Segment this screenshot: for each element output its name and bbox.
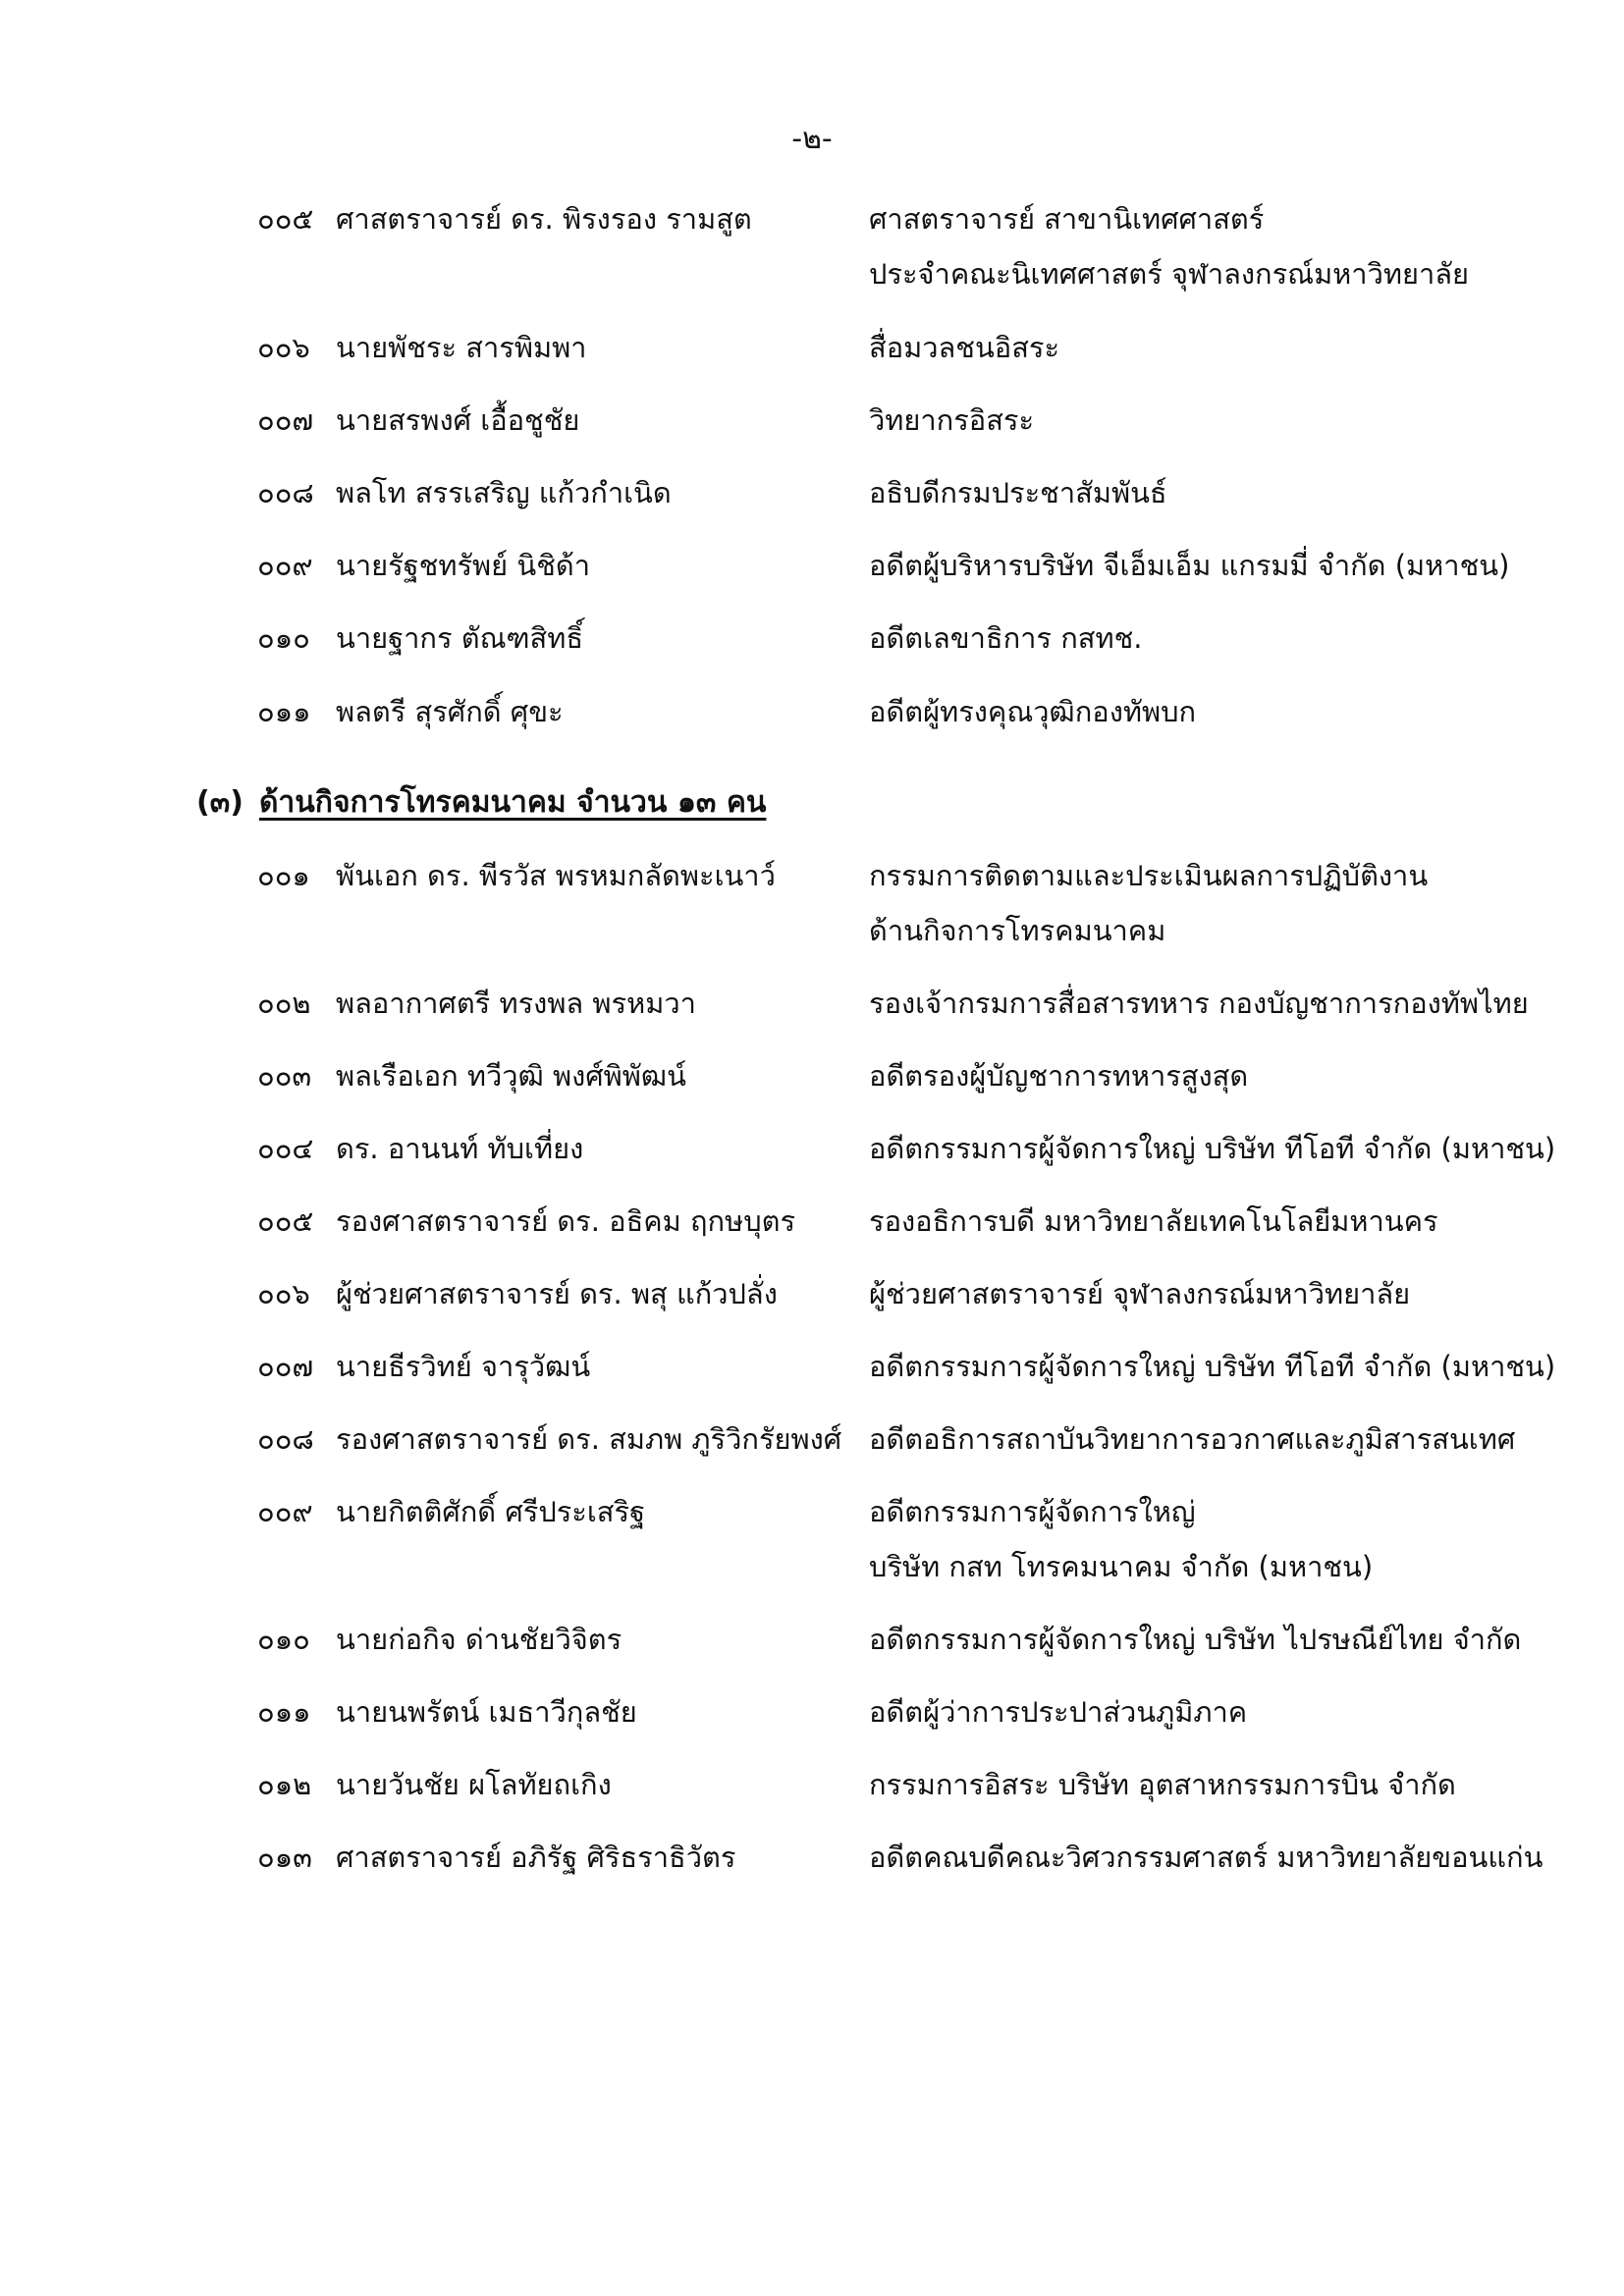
item-number: ๐๐๗ <box>257 1350 314 1383</box>
member-name: พลเรือเอก ทวีวุฒิ พงศ์พิพัฒน์ <box>336 1059 686 1093</box>
item-number: ๐๑๒ <box>257 1768 312 1801</box>
member-name: ศาสตราจารย์ ดร. พิรงรอง รามสูต <box>336 202 752 236</box>
member-position: อดีตอธิการสถาบันวิทยาการอวกาศและภูมิสารสนเทศ <box>869 1422 1516 1456</box>
item-number: ๐๐๖ <box>257 1277 310 1310</box>
item-number: ๐๐๕ <box>257 202 314 236</box>
item-number: ๐๐๓ <box>257 1059 312 1093</box>
item-number: ๐๐๙ <box>257 1495 313 1528</box>
member-name: ดร. อานนท์ ทับเที่ยง <box>336 1132 584 1165</box>
member-position: กรรมการติดตามและประเมินผลการปฏิบัติงาน <box>869 859 1429 892</box>
item-number: ๐๐๗ <box>257 403 314 437</box>
member-position: ผู้ช่วยศาสตราจารย์ จุฬาลงกรณ์มหาวิทยาลัย <box>869 1277 1411 1310</box>
member-name: นายฐากร ตัณฑสิทธิ์ <box>336 621 584 655</box>
member-position: อดีตรองผู้บัญชาการทหารสูงสุด <box>869 1059 1249 1093</box>
member-name: นายก่อกิจ ด่านชัยวิจิตร <box>336 1623 623 1656</box>
item-number: ๐๐๖ <box>257 331 310 364</box>
member-name: นายพัชระ สารพิมพา <box>336 331 587 364</box>
item-number: ๐๐๙ <box>257 549 313 582</box>
member-position: กรรมการอิสระ บริษัท อุตสาหกรรมการบิน จำกัด <box>869 1768 1456 1801</box>
member-position: อดีตผู้ว่าการประปาส่วนภูมิภาค <box>869 1695 1248 1729</box>
member-position: รองอธิการบดี มหาวิทยาลัยเทคโนโลยีมหานคร <box>869 1204 1438 1238</box>
item-number: ๐๐๘ <box>257 1422 314 1456</box>
member-name: นายนพรัตน์ เมธาวีกุลชัย <box>336 1695 637 1729</box>
member-position: รองเจ้ากรมการสื่อสารทหาร กองบัญชาการกองทัพไทย <box>869 987 1529 1020</box>
member-name: พันเอก ดร. พีรวัส พรหมกลัดพะเนาว์ <box>336 859 776 892</box>
item-number: ๐๑๑ <box>257 695 311 728</box>
member-name: รองศาสตราจารย์ ดร. สมภพ ภูริวิกรัยพงศ์ <box>336 1422 842 1456</box>
item-number: ๐๑๑ <box>257 1695 311 1729</box>
member-name: รองศาสตราจารย์ ดร. อธิคม ฤกษบุตร <box>336 1204 796 1238</box>
item-number: ๐๑๐ <box>257 621 310 655</box>
item-number: ๐๑๓ <box>257 1841 312 1874</box>
member-position: อธิบดีกรมประชาสัมพันธ์ <box>869 476 1167 509</box>
item-number: ๐๐๒ <box>257 987 311 1020</box>
section-title: ด้านกิจการโทรคมนาคม จำนวน ๑๓ คน <box>258 785 767 820</box>
member-name: นายวันชัย ผโลทัยถเกิง <box>336 1768 612 1801</box>
member-position: ศาสตราจารย์ สาขานิเทศศาสตร์ <box>869 202 1265 236</box>
item-number: ๐๐๑ <box>257 859 310 892</box>
member-name: นายกิตติศักดิ์ ศรีประเสริฐ <box>336 1495 646 1528</box>
item-number: ๐๐๕ <box>257 1204 314 1238</box>
member-position: อดีตกรรมการผู้จัดการใหญ่ บริษัท ทีโอที จำกัด (มหาชน) <box>869 1350 1556 1383</box>
member-position: สื่อมวลชนอิสระ <box>869 331 1060 364</box>
member-position: วิทยากรอิสระ <box>869 403 1035 437</box>
member-name: ศาสตราจารย์ อภิรัฐ ศิริธราธิวัตร <box>336 1841 736 1874</box>
member-position: อดีตกรรมการผู้จัดการใหญ่ บริษัท ทีโอที จำกัด (มหาชน) <box>869 1132 1556 1165</box>
member-position: อดีตผู้บริหารบริษัท จีเอ็มเอ็ม แกรมมี่ จำกัด (มหาชน) <box>869 549 1510 582</box>
member-position: อดีตผู้ทรงคุณวุฒิกองทัพบก <box>869 695 1197 728</box>
member-name: นายรัฐชทรัพย์ นิชิด้า <box>336 549 591 582</box>
item-number: ๐๐๘ <box>257 476 314 509</box>
section-heading <box>196 780 766 826</box>
member-name: นายสรพงศ์ เอื้อชูชัย <box>336 403 580 437</box>
member-position: ด้านกิจการโทรคมนาคม <box>869 914 1166 947</box>
member-position: บริษัท กสท โทรคมนาคม จำกัด (มหาชน) <box>869 1550 1374 1583</box>
member-name: พลอากาศตรี ทรงพล พรหมวา <box>336 987 696 1020</box>
section-number: (๓) <box>196 785 244 820</box>
member-position: อดีตกรรมการผู้จัดการใหญ่ บริษัท ไปรษณีย์ไทย จำกัด <box>869 1623 1522 1656</box>
item-number: ๐๐๔ <box>257 1132 314 1165</box>
member-position: อดีตกรรมการผู้จัดการใหญ่ <box>869 1495 1196 1528</box>
item-number: ๐๑๐ <box>257 1623 310 1656</box>
member-position: อดีตคณบดีคณะวิศวกรรมศาสตร์ มหาวิทยาลัยขอนแก่น <box>869 1841 1543 1874</box>
page-number: -๒- <box>791 122 833 156</box>
member-name: ผู้ช่วยศาสตราจารย์ ดร. พสุ แก้วปลั่ง <box>336 1277 778 1310</box>
member-name: พลตรี สุรศักดิ์ ศุขะ <box>336 695 564 728</box>
member-name: นายธีรวิทย์ จารุวัฒน์ <box>336 1350 591 1383</box>
member-name: พลโท สรรเสริญ แก้วกำเนิด <box>336 476 672 509</box>
member-position: อดีตเลขาธิการ กสทช. <box>869 621 1143 655</box>
member-position: ประจำคณะนิเทศศาสตร์ จุฬาลงกรณ์มหาวิทยาลัย <box>869 257 1470 291</box>
